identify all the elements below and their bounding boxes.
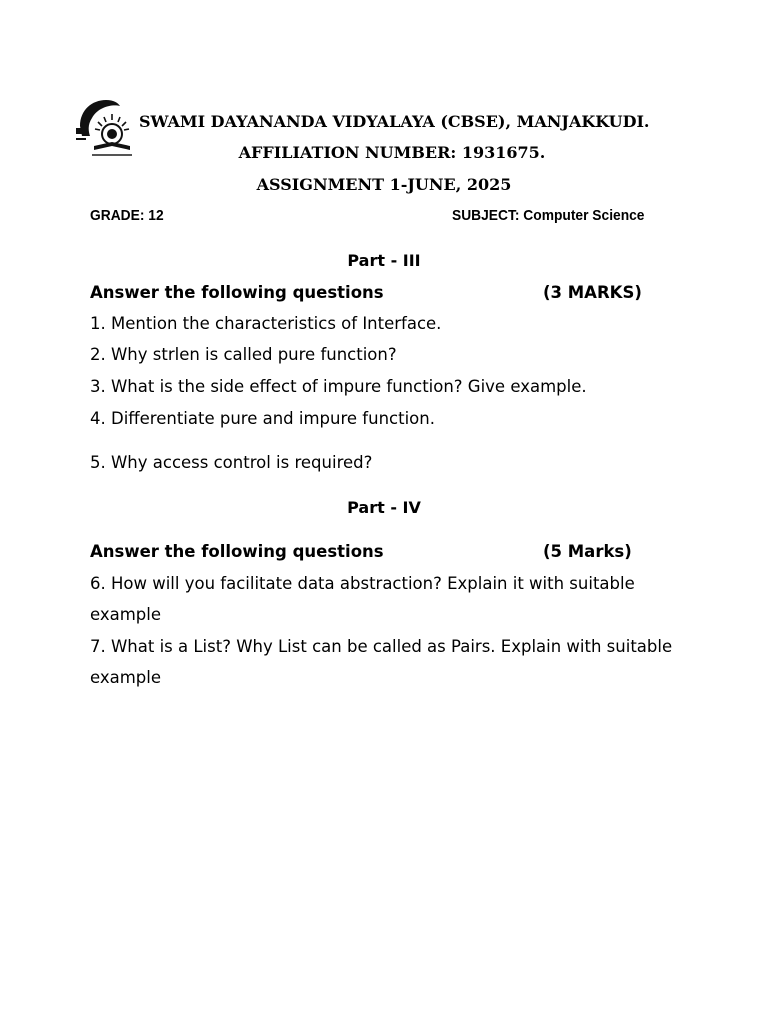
section-instruction: [90, 282, 690, 304]
section-title: Part - III: [347, 251, 421, 270]
question-item: 2. Why strlen is called pure function?: [90, 345, 397, 364]
question-item: 4. Differentiate pure and impure function.: [90, 409, 435, 428]
subject-label: SUBJECT: Computer Science: [452, 207, 645, 224]
question-item: 6. How will you facilitate data abstraction? Explain it with suitable example: [90, 574, 635, 624]
assignment-title: ASSIGNMENT 1-JUNE, 2025: [256, 175, 512, 194]
question-item: 5. Why access control is required?: [90, 453, 373, 472]
instruction-text: Answer the following questions: [90, 283, 384, 302]
question-item: 3. What is the side effect of impure function? Give example.: [90, 377, 587, 396]
school-name: SWAMI DAYANANDA VIDYALAYA (CBSE), MANJAKKUDI.: [139, 112, 650, 131]
question-item: 1. Mention the characteristics of Interface.: [90, 314, 442, 333]
section-title: Part - IV: [347, 498, 421, 517]
marks-label: (3 MARKS): [543, 283, 642, 302]
grade-label: GRADE: 12: [90, 207, 164, 224]
section-instruction: [90, 541, 690, 563]
instruction-text: Answer the following questions: [90, 542, 384, 561]
marks-label: (5 Marks): [543, 542, 632, 561]
question-item: 7. What is a List? Why List can be called as Pairs. Explain with suitable example: [90, 637, 673, 687]
affiliation-number: AFFILIATION NUMBER: 1931675.: [238, 143, 546, 162]
